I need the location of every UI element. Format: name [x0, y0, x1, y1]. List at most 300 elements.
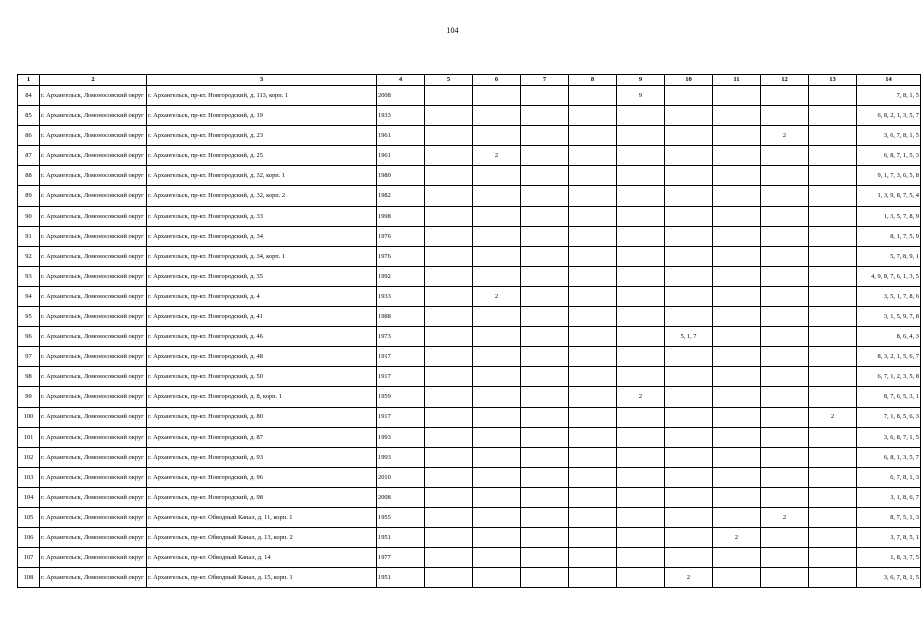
column-header-9: 9 [617, 75, 665, 86]
column-7-cell [521, 447, 569, 467]
address-cell: г. Архангельск, пр-кт. Обводный Канал, д. 15, корп. 1 [147, 568, 377, 588]
column-10-cell [665, 467, 713, 487]
column-6-cell [473, 266, 521, 286]
column-9-cell [617, 467, 665, 487]
column-14-cell: 3, 6, 8, 7, 1, 5 [857, 427, 921, 447]
row-number-cell: 89 [18, 186, 40, 206]
row-number-cell: 86 [18, 126, 40, 146]
column-6-cell [473, 246, 521, 266]
column-13-cell [809, 347, 857, 367]
column-10-cell [665, 528, 713, 548]
column-5-cell [425, 126, 473, 146]
address-cell: г. Архангельск, пр-кт. Новгородский, д. 113, корп. 1 [147, 86, 377, 106]
table-row [18, 548, 921, 568]
column-14-cell: 8, 7, 6, 5, 3, 1 [857, 387, 921, 407]
column-11-cell [713, 327, 761, 347]
row-number-cell: 103 [18, 467, 40, 487]
column-8-cell [569, 307, 617, 327]
column-10-cell [665, 286, 713, 306]
address-cell: г. Архангельск, пр-кт. Новгородский, д. 50 [147, 367, 377, 387]
column-6-cell [473, 206, 521, 226]
column-5-cell [425, 226, 473, 246]
district-cell: г. Архангельск, Ломоносовский округ [40, 126, 147, 146]
column-13-cell [809, 387, 857, 407]
column-11-cell [713, 548, 761, 568]
row-number-cell: 93 [18, 266, 40, 286]
column-11-cell [713, 186, 761, 206]
column-13-cell [809, 146, 857, 166]
row-number-cell: 98 [18, 367, 40, 387]
column-header-10: 10 [665, 75, 713, 86]
column-10-cell [665, 126, 713, 146]
row-number-cell: 106 [18, 528, 40, 548]
column-7-cell [521, 548, 569, 568]
column-14-cell: 8, 6, 4, 3 [857, 327, 921, 347]
column-9-cell [617, 507, 665, 527]
column-12-cell [761, 286, 809, 306]
column-14-cell: 6, 7, 8, 1, 3 [857, 467, 921, 487]
column-10-cell [665, 307, 713, 327]
row-number-cell: 88 [18, 166, 40, 186]
column-11-cell [713, 86, 761, 106]
column-11-cell [713, 407, 761, 427]
address-cell: г. Архангельск, пр-кт. Новгородский, д. 4 [147, 286, 377, 306]
column-8-cell [569, 166, 617, 186]
district-cell: г. Архангельск, Ломоносовский округ [40, 266, 147, 286]
column-6-cell [473, 507, 521, 527]
column-5-cell [425, 427, 473, 447]
district-cell: г. Архангельск, Ломоносовский округ [40, 407, 147, 427]
column-9-cell [617, 126, 665, 146]
row-number-cell: 92 [18, 246, 40, 266]
column-14-cell: 8, 1, 7, 5, 9 [857, 226, 921, 246]
column-13-cell [809, 327, 857, 347]
column-9-cell: 9 [617, 86, 665, 106]
column-13-cell [809, 246, 857, 266]
column-11-cell [713, 206, 761, 226]
column-10-cell [665, 407, 713, 427]
column-8-cell [569, 548, 617, 568]
column-5-cell [425, 246, 473, 266]
column-11-cell [713, 307, 761, 327]
column-13-cell [809, 427, 857, 447]
column-13-cell [809, 548, 857, 568]
column-6-cell [473, 186, 521, 206]
column-10-cell [665, 347, 713, 367]
table-row [18, 126, 921, 146]
district-cell: г. Архангельск, Ломоносовский округ [40, 568, 147, 588]
district-cell: г. Архангельск, Ломоносовский округ [40, 528, 147, 548]
table-row [18, 467, 921, 487]
column-10-cell [665, 186, 713, 206]
column-7-cell [521, 407, 569, 427]
column-14-cell: 8, 3, 2, 1, 5, 6, 7 [857, 347, 921, 367]
column-14-cell: 3, 7, 8, 5, 1 [857, 528, 921, 548]
column-9-cell [617, 548, 665, 568]
year-cell: 1992 [377, 266, 425, 286]
column-8-cell [569, 86, 617, 106]
column-13-cell [809, 106, 857, 126]
column-7-cell [521, 528, 569, 548]
column-5-cell [425, 387, 473, 407]
column-11-cell [713, 246, 761, 266]
column-10-cell: 2 [665, 568, 713, 588]
column-10-cell [665, 427, 713, 447]
row-number-cell: 97 [18, 347, 40, 367]
address-cell: г. Архангельск, пр-кт. Новгородский, д. 32, корп. 2 [147, 186, 377, 206]
column-12-cell [761, 307, 809, 327]
column-14-cell: 3, 1, 8, 6, 7 [857, 487, 921, 507]
table-row [18, 327, 921, 347]
table-row [18, 86, 921, 106]
column-13-cell [809, 507, 857, 527]
column-14-cell: 6, 7, 1, 2, 3, 5, 8 [857, 367, 921, 387]
column-13-cell: 2 [809, 407, 857, 427]
district-cell: г. Архангельск, Ломоносовский округ [40, 387, 147, 407]
column-12-cell [761, 447, 809, 467]
column-7-cell [521, 146, 569, 166]
column-6-cell [473, 568, 521, 588]
row-number-cell: 95 [18, 307, 40, 327]
column-11-cell [713, 347, 761, 367]
year-cell: 2008 [377, 487, 425, 507]
column-7-cell [521, 507, 569, 527]
column-13-cell [809, 307, 857, 327]
year-cell: 1977 [377, 548, 425, 568]
column-7-cell [521, 487, 569, 507]
column-5-cell [425, 86, 473, 106]
column-12-cell [761, 387, 809, 407]
column-13-cell [809, 186, 857, 206]
column-11-cell [713, 447, 761, 467]
table-row [18, 146, 921, 166]
column-header-14: 14 [857, 75, 921, 86]
row-number-cell: 104 [18, 487, 40, 507]
column-12-cell [761, 246, 809, 266]
column-5-cell [425, 307, 473, 327]
district-cell: г. Архангельск, Ломоносовский округ [40, 447, 147, 467]
column-7-cell [521, 86, 569, 106]
column-14-cell: 6, 8, 2, 1, 3, 5, 7 [857, 106, 921, 126]
district-cell: г. Архангельск, Ломоносовский округ [40, 367, 147, 387]
column-13-cell [809, 126, 857, 146]
address-cell: г. Архангельск, пр-кт. Новгородский, д. 48 [147, 347, 377, 367]
table-row [18, 367, 921, 387]
table-row [18, 286, 921, 306]
housing-registry-table [17, 74, 921, 588]
column-9-cell [617, 307, 665, 327]
address-cell: г. Архангельск, пр-кт. Новгородский, д. 19 [147, 106, 377, 126]
column-14-cell: 9, 1, 7, 3, 6, 5, 8 [857, 166, 921, 186]
column-5-cell [425, 266, 473, 286]
column-8-cell [569, 447, 617, 467]
column-5-cell [425, 507, 473, 527]
year-cell: 1998 [377, 206, 425, 226]
column-header-11: 11 [713, 75, 761, 86]
row-number-cell: 102 [18, 447, 40, 467]
column-13-cell [809, 86, 857, 106]
address-cell: г. Архангельск, пр-кт. Новгородский, д. 87 [147, 427, 377, 447]
table-row [18, 447, 921, 467]
column-12-cell [761, 548, 809, 568]
column-6-cell [473, 487, 521, 507]
row-number-cell: 96 [18, 327, 40, 347]
table-row [18, 206, 921, 226]
column-8-cell [569, 507, 617, 527]
year-cell: 1961 [377, 146, 425, 166]
column-14-cell: 4, 9, 8, 7, 6, 1, 3, 5 [857, 266, 921, 286]
column-6-cell: 2 [473, 286, 521, 306]
column-5-cell [425, 327, 473, 347]
column-8-cell [569, 146, 617, 166]
column-10-cell [665, 487, 713, 507]
column-7-cell [521, 427, 569, 447]
table-row [18, 387, 921, 407]
column-10-cell [665, 266, 713, 286]
district-cell: г. Архангельск, Ломоносовский округ [40, 327, 147, 347]
column-6-cell [473, 166, 521, 186]
year-cell: 1917 [377, 347, 425, 367]
page-number: 104 [446, 26, 459, 35]
column-8-cell [569, 347, 617, 367]
row-number-cell: 90 [18, 206, 40, 226]
column-11-cell [713, 126, 761, 146]
district-cell: г. Архангельск, Ломоносовский округ [40, 286, 147, 306]
column-10-cell [665, 447, 713, 467]
column-12-cell [761, 367, 809, 387]
address-cell: г. Архангельск, пр-кт. Новгородский, д. 80 [147, 407, 377, 427]
row-number-cell: 105 [18, 507, 40, 527]
column-11-cell [713, 286, 761, 306]
table-row [18, 246, 921, 266]
table-row [18, 347, 921, 367]
column-5-cell [425, 186, 473, 206]
column-8-cell [569, 467, 617, 487]
row-number-cell: 100 [18, 407, 40, 427]
column-header-12: 12 [761, 75, 809, 86]
address-cell: г. Архангельск, пр-кт. Обводный Канал, д. 11, корп. 1 [147, 507, 377, 527]
column-7-cell [521, 106, 569, 126]
column-7-cell [521, 246, 569, 266]
district-cell: г. Архангельск, Ломоносовский округ [40, 347, 147, 367]
column-11-cell [713, 487, 761, 507]
column-8-cell [569, 568, 617, 588]
column-header-6: 6 [473, 75, 521, 86]
column-6-cell [473, 126, 521, 146]
table-row [18, 407, 921, 427]
column-9-cell: 2 [617, 387, 665, 407]
district-cell: г. Архангельск, Ломоносовский округ [40, 427, 147, 447]
column-13-cell [809, 166, 857, 186]
column-11-cell [713, 568, 761, 588]
column-12-cell [761, 166, 809, 186]
column-5-cell [425, 548, 473, 568]
column-5-cell [425, 206, 473, 226]
table-row [18, 427, 921, 447]
column-5-cell [425, 568, 473, 588]
column-14-cell: 7, 1, 8, 5, 6, 3 [857, 407, 921, 427]
column-10-cell [665, 367, 713, 387]
column-8-cell [569, 327, 617, 347]
column-6-cell [473, 307, 521, 327]
column-11-cell [713, 106, 761, 126]
column-6-cell [473, 467, 521, 487]
column-13-cell [809, 367, 857, 387]
column-12-cell [761, 347, 809, 367]
row-number-cell: 99 [18, 387, 40, 407]
column-11-cell [713, 146, 761, 166]
address-cell: г. Архангельск, пр-кт. Новгородский, д. 34, корп. 1 [147, 246, 377, 266]
table-row [18, 568, 921, 588]
district-cell: г. Архангельск, Ломоносовский округ [40, 467, 147, 487]
column-header-3: 3 [147, 75, 377, 86]
column-7-cell [521, 327, 569, 347]
column-9-cell [617, 367, 665, 387]
year-cell: 1933 [377, 106, 425, 126]
column-10-cell [665, 226, 713, 246]
year-cell: 1976 [377, 246, 425, 266]
column-9-cell [617, 327, 665, 347]
year-cell: 1976 [377, 226, 425, 246]
table-row [18, 487, 921, 507]
column-14-cell: 3, 1, 5, 9, 7, 8 [857, 307, 921, 327]
column-12-cell: 2 [761, 126, 809, 146]
year-cell: 1951 [377, 528, 425, 548]
column-5-cell [425, 447, 473, 467]
column-8-cell [569, 367, 617, 387]
column-14-cell: 1, 3, 5, 7, 8, 9 [857, 206, 921, 226]
column-9-cell [617, 266, 665, 286]
column-11-cell [713, 166, 761, 186]
column-9-cell [617, 528, 665, 548]
column-9-cell [617, 186, 665, 206]
table-body [18, 86, 921, 588]
column-12-cell [761, 568, 809, 588]
column-8-cell [569, 427, 617, 447]
column-10-cell [665, 166, 713, 186]
column-7-cell [521, 286, 569, 306]
address-cell: г. Архангельск, пр-кт. Обводный Канал, д. 13, корп. 2 [147, 528, 377, 548]
column-14-cell: 1, 8, 3, 7, 5 [857, 548, 921, 568]
column-9-cell [617, 447, 665, 467]
address-cell: г. Архангельск, пр-кт. Новгородский, д. 25 [147, 146, 377, 166]
district-cell: г. Архангельск, Ломоносовский округ [40, 246, 147, 266]
column-header-13: 13 [809, 75, 857, 86]
year-cell: 1973 [377, 327, 425, 347]
column-7-cell [521, 307, 569, 327]
column-14-cell: 3, 6, 7, 8, 1, 5 [857, 568, 921, 588]
column-12-cell [761, 427, 809, 447]
district-cell: г. Архангельск, Ломоносовский округ [40, 487, 147, 507]
year-cell: 1951 [377, 568, 425, 588]
column-9-cell [617, 166, 665, 186]
column-9-cell [617, 407, 665, 427]
column-6-cell [473, 387, 521, 407]
column-9-cell [617, 226, 665, 246]
address-cell: г. Архангельск, пр-кт. Новгородский, д. 93 [147, 447, 377, 467]
header-row [18, 75, 921, 86]
year-cell: 1993 [377, 427, 425, 447]
address-cell: г. Архангельск, пр-кт. Новгородский, д. 41 [147, 307, 377, 327]
column-12-cell [761, 467, 809, 487]
year-cell: 1933 [377, 286, 425, 306]
district-cell: г. Архангельск, Ломоносовский округ [40, 206, 147, 226]
column-14-cell: 5, 7, 8, 9, 1 [857, 246, 921, 266]
column-11-cell [713, 507, 761, 527]
column-header-7: 7 [521, 75, 569, 86]
column-8-cell [569, 106, 617, 126]
table-row [18, 528, 921, 548]
column-12-cell [761, 266, 809, 286]
column-5-cell [425, 106, 473, 126]
column-6-cell [473, 548, 521, 568]
column-7-cell [521, 387, 569, 407]
column-7-cell [521, 226, 569, 246]
column-12-cell [761, 146, 809, 166]
column-9-cell [617, 206, 665, 226]
column-10-cell [665, 146, 713, 166]
column-13-cell [809, 266, 857, 286]
column-header-2: 2 [40, 75, 147, 86]
column-7-cell [521, 186, 569, 206]
table-row [18, 507, 921, 527]
table-row [18, 106, 921, 126]
district-cell: г. Архангельск, Ломоносовский округ [40, 166, 147, 186]
column-6-cell [473, 407, 521, 427]
column-14-cell: 1, 3, 9, 8, 7, 5, 4 [857, 186, 921, 206]
column-10-cell [665, 507, 713, 527]
column-5-cell [425, 286, 473, 306]
address-cell: г. Архангельск, пр-кт. Новгородский, д. 35 [147, 266, 377, 286]
column-12-cell [761, 226, 809, 246]
address-cell: г. Архангельск, пр-кт. Новгородский, д. 8, корп. 1 [147, 387, 377, 407]
column-header-8: 8 [569, 75, 617, 86]
column-12-cell [761, 407, 809, 427]
column-11-cell [713, 226, 761, 246]
column-8-cell [569, 407, 617, 427]
year-cell: 1980 [377, 166, 425, 186]
district-cell: г. Архангельск, Ломоносовский округ [40, 548, 147, 568]
column-6-cell [473, 327, 521, 347]
row-number-cell: 87 [18, 146, 40, 166]
year-cell: 2008 [377, 86, 425, 106]
column-12-cell [761, 487, 809, 507]
column-13-cell [809, 528, 857, 548]
column-11-cell [713, 387, 761, 407]
column-10-cell [665, 246, 713, 266]
column-5-cell [425, 467, 473, 487]
column-9-cell [617, 487, 665, 507]
column-7-cell [521, 347, 569, 367]
address-cell: г. Архангельск, пр-кт. Новгородский, д. 23 [147, 126, 377, 146]
row-number-cell: 107 [18, 548, 40, 568]
district-cell: г. Архангельск, Ломоносовский округ [40, 186, 147, 206]
column-6-cell: 2 [473, 146, 521, 166]
column-12-cell [761, 106, 809, 126]
year-cell: 1917 [377, 367, 425, 387]
column-9-cell [617, 347, 665, 367]
column-7-cell [521, 467, 569, 487]
column-header-5: 5 [425, 75, 473, 86]
column-8-cell [569, 286, 617, 306]
column-14-cell: 3, 6, 7, 8, 1, 5 [857, 126, 921, 146]
column-8-cell [569, 206, 617, 226]
column-8-cell [569, 487, 617, 507]
district-cell: г. Архангельск, Ломоносовский округ [40, 226, 147, 246]
year-cell: 1917 [377, 407, 425, 427]
column-13-cell [809, 487, 857, 507]
column-6-cell [473, 347, 521, 367]
